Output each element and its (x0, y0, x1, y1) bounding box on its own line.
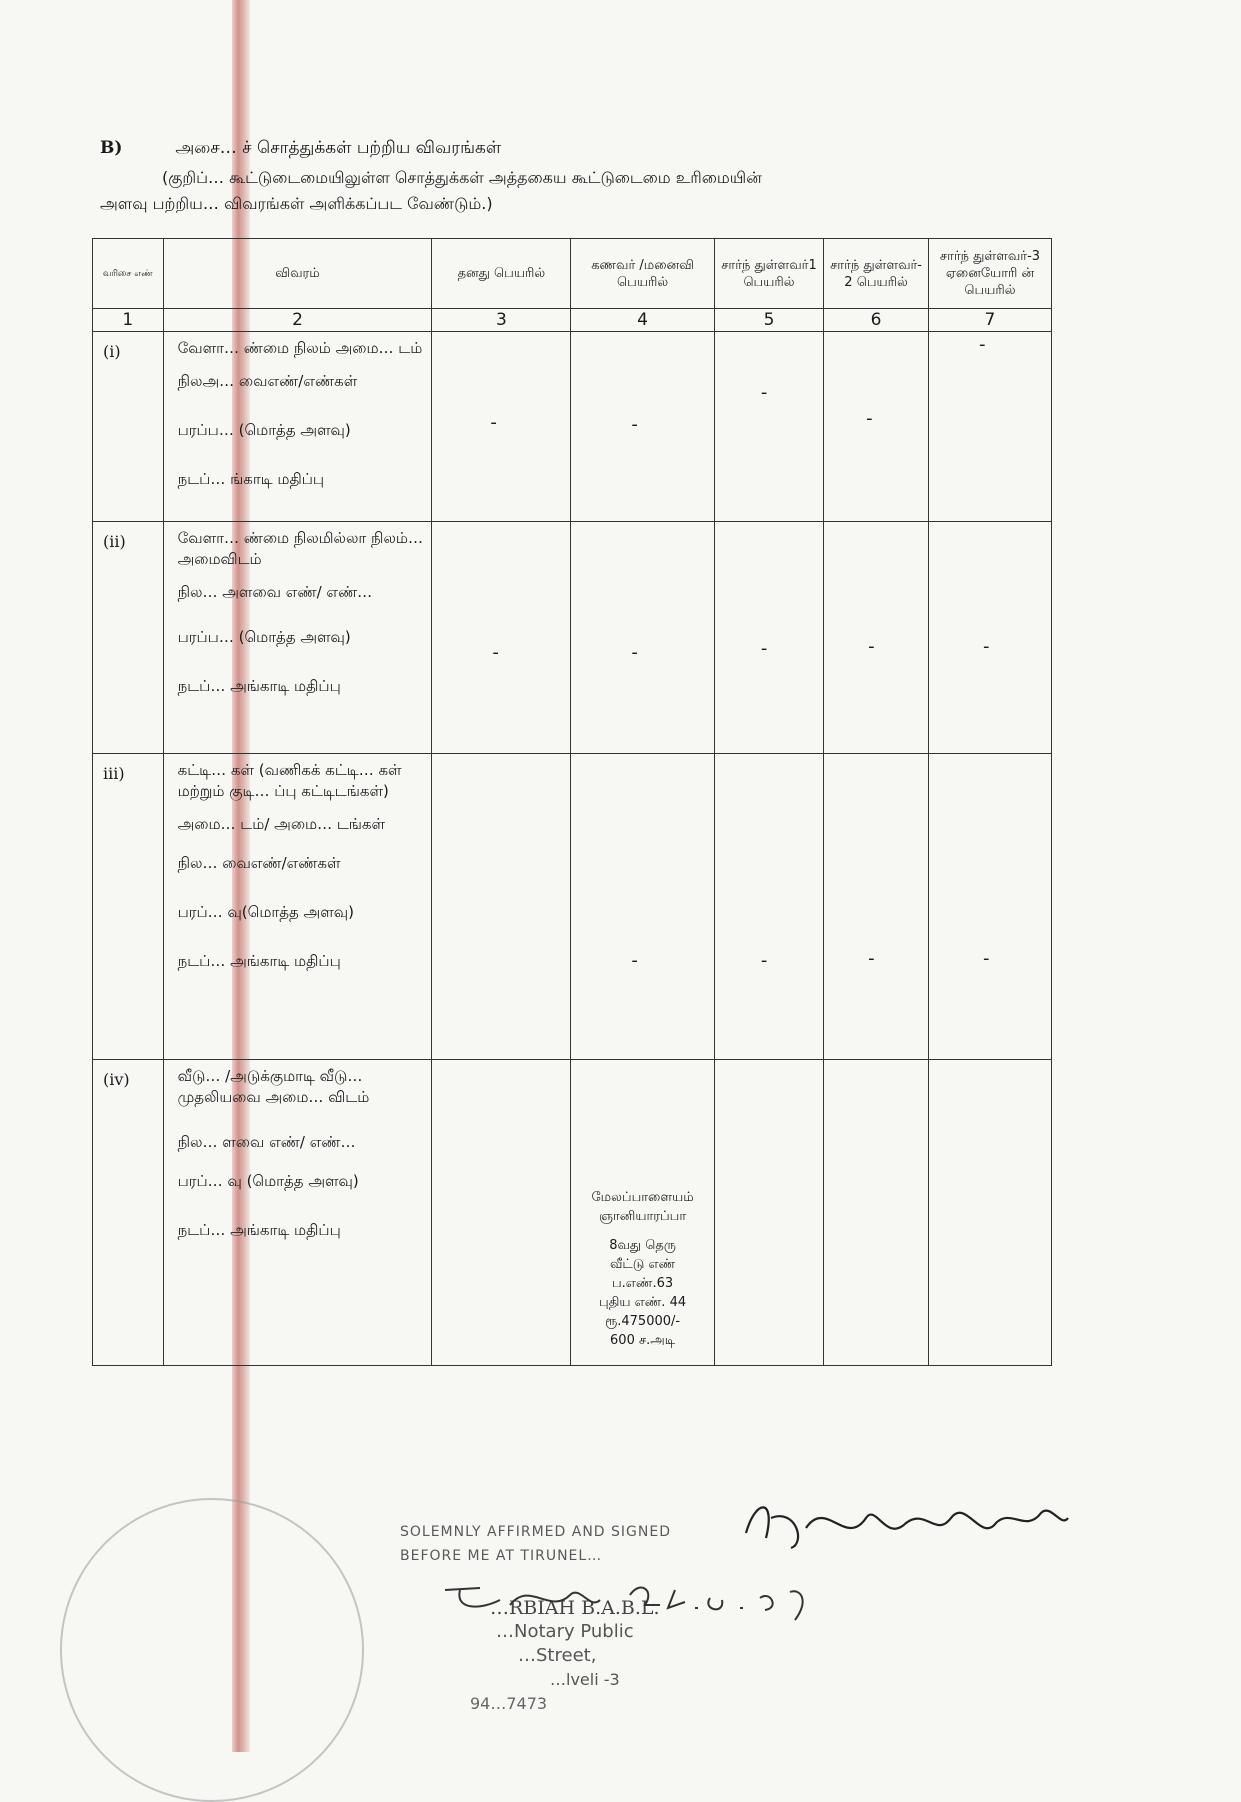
note-line-1: (குறிப்… கூட்டுடைமையிலுள்ள சொத்துக்கள் அத்தகைய கூட்டுடைமை உரிமையின் (162, 168, 762, 187)
desc-line: பரப்ப… (மொத்த அளவு) (177, 628, 351, 646)
value-cell (928, 522, 1051, 754)
dash-mark: - (631, 950, 638, 971)
dash-mark: - (760, 950, 768, 971)
value-cell (824, 754, 929, 1060)
table-row (93, 522, 1052, 754)
header-dependent-2: சார்ந் துள்ளவர்- 2 பெயரில் (824, 239, 929, 309)
value-cell (432, 522, 571, 754)
value-cell (928, 1060, 1051, 1366)
value-cell (928, 332, 1051, 522)
column-number: 2 (163, 309, 432, 332)
address-line: மேலப்பாளையம் (591, 1190, 694, 1205)
dash-mark: - (760, 638, 768, 659)
address-line: புதிய எண். 44 (599, 1295, 687, 1310)
address-line: ரூ.475000/- (605, 1314, 681, 1329)
dash-mark: - (760, 382, 768, 403)
value-cell (824, 1060, 929, 1366)
stamp-line: …RBIAH B.A.B.L. (490, 1597, 660, 1619)
dash-mark: - (866, 408, 873, 429)
table-row (93, 754, 1052, 1060)
address-line: 8வது தெரு (609, 1238, 676, 1253)
column-number: 6 (824, 309, 929, 332)
desc-line: வேளா… ண்மை நிலம் அமை… டம் (177, 339, 423, 357)
column-number: 5 (714, 309, 823, 332)
dash-mark: - (631, 414, 638, 435)
value-cell (432, 754, 571, 1060)
stamp-line: …lveli -3 (550, 1670, 620, 1689)
spouse-property-address (571, 1060, 715, 1366)
address-line: ஞானியாரப்பா (599, 1209, 687, 1224)
desc-line: பரப்… வு (மொத்த அளவு) (177, 1172, 359, 1190)
stamp-line: …Notary Public (496, 1621, 634, 1642)
header-spouse: கணவர் /மனைவி பெயரில் (571, 239, 715, 309)
dash-mark: - (492, 642, 499, 663)
desc-line: அமை… டம்/ அமை… டங்கள் (177, 815, 386, 833)
desc-line: கட்டி… கள் (வணிகக் கட்டி… கள் மற்றும் குடி… ப்பு கட்டிடங்கள்) (177, 761, 402, 800)
address-line: வீட்டு எண் (609, 1257, 676, 1272)
column-number: 4 (571, 309, 715, 332)
dash-mark: - (982, 948, 990, 969)
desc-line: பரப்ப… (மொத்த அளவு) (177, 421, 351, 439)
header-details: விவரம் (163, 239, 432, 309)
seal-stamp (60, 1498, 364, 1802)
row-description (163, 1060, 432, 1366)
value-cell (928, 754, 1051, 1060)
header-row (93, 239, 1052, 309)
desc-line: வீடு… /அடுக்குமாடி வீடு… முதலியவை அமை… விடம் (177, 1067, 370, 1106)
stamp-line: …Street, (518, 1645, 597, 1666)
desc-line: வேளா… ண்மை நிலமில்லா நிலம்… அமைவிடம் (177, 529, 423, 568)
address-line: 600 ச.அடி (610, 1333, 676, 1348)
section-heading (100, 138, 501, 160)
desc-line: நடப்… அங்காடி மதிப்பு (177, 677, 341, 695)
dash-mark: - (868, 636, 875, 657)
row-description (163, 522, 432, 754)
desc-line: பரப்… வு(மொத்த அளவு) (177, 903, 354, 921)
header-dependent-3: சார்ந் துள்ளவர்-3 ஏனையோரி ன் பெயரில் (928, 239, 1051, 309)
column-number: 7 (928, 309, 1051, 332)
value-cell (714, 1060, 823, 1366)
dash-mark: - (868, 948, 875, 969)
column-number-row (93, 309, 1052, 332)
value-cell (714, 754, 823, 1060)
desc-line: நில… வைஎண்/எண்கள் (177, 854, 341, 872)
value-cell (714, 332, 823, 522)
value-cell (714, 522, 823, 754)
value-cell (824, 332, 929, 522)
row-label: iii) (93, 754, 164, 1060)
dash-mark: - (978, 334, 986, 355)
value-cell (571, 754, 715, 1060)
stamp-line: 94…7473 (470, 1694, 548, 1713)
handwritten-date (440, 1570, 860, 1640)
column-number: 1 (93, 309, 164, 332)
header-dependent-1: சார்ந் துள்ளவர்1 பெயரில் (714, 239, 823, 309)
row-description (163, 754, 432, 1060)
section-note (100, 165, 980, 217)
desc-line: நில… அளவை எண்/ எண்… (177, 583, 373, 601)
table-row (93, 332, 1052, 522)
signature (736, 1488, 1076, 1558)
desc-line: நிலஅ… வைஎண்/எண்கள் (177, 372, 358, 390)
row-label: (ii) (93, 522, 164, 754)
desc-line: நடப்… ங்காடி மதிப்பு (177, 470, 325, 488)
dash-mark: - (631, 642, 638, 663)
section-letter: B) (100, 138, 123, 158)
value-cell (432, 332, 571, 522)
header-serial: வரிசை எண் (93, 239, 164, 309)
dash-mark: - (982, 636, 990, 657)
row-label: (i) (93, 332, 164, 522)
row-label: (iv) (93, 1060, 164, 1366)
stamp-line: SOLEMNLY AFFIRMED AND SIGNED (400, 1524, 671, 1540)
value-cell (571, 522, 715, 754)
value-cell (432, 1060, 571, 1366)
section-title: அசை… ச் சொத்துக்கள் பற்றிய விவரங்கள் (175, 138, 502, 158)
desc-line: நில… ளவை எண்/ எண்… (177, 1133, 356, 1151)
column-number: 3 (432, 309, 571, 332)
stamp-line: BEFORE ME AT TIRUNEL… (400, 1548, 603, 1564)
note-line-2: அளவு பற்றிய… விவரங்கள் அளிக்கப்பட வேண்டும்.) (100, 194, 493, 213)
header-self: தனது பெயரில் (432, 239, 571, 309)
desc-line: நடப்… அங்காடி மதிப்பு (177, 1221, 341, 1239)
movable-assets-table (92, 238, 1052, 1366)
row-description (163, 332, 432, 522)
desc-line: நடப்… அங்காடி மதிப்பு (177, 952, 341, 970)
table-row (93, 1060, 1052, 1366)
dash-mark: - (490, 412, 497, 433)
address-line: ப.எண்.63 (611, 1276, 674, 1291)
value-cell (824, 522, 929, 754)
value-cell (571, 332, 715, 522)
